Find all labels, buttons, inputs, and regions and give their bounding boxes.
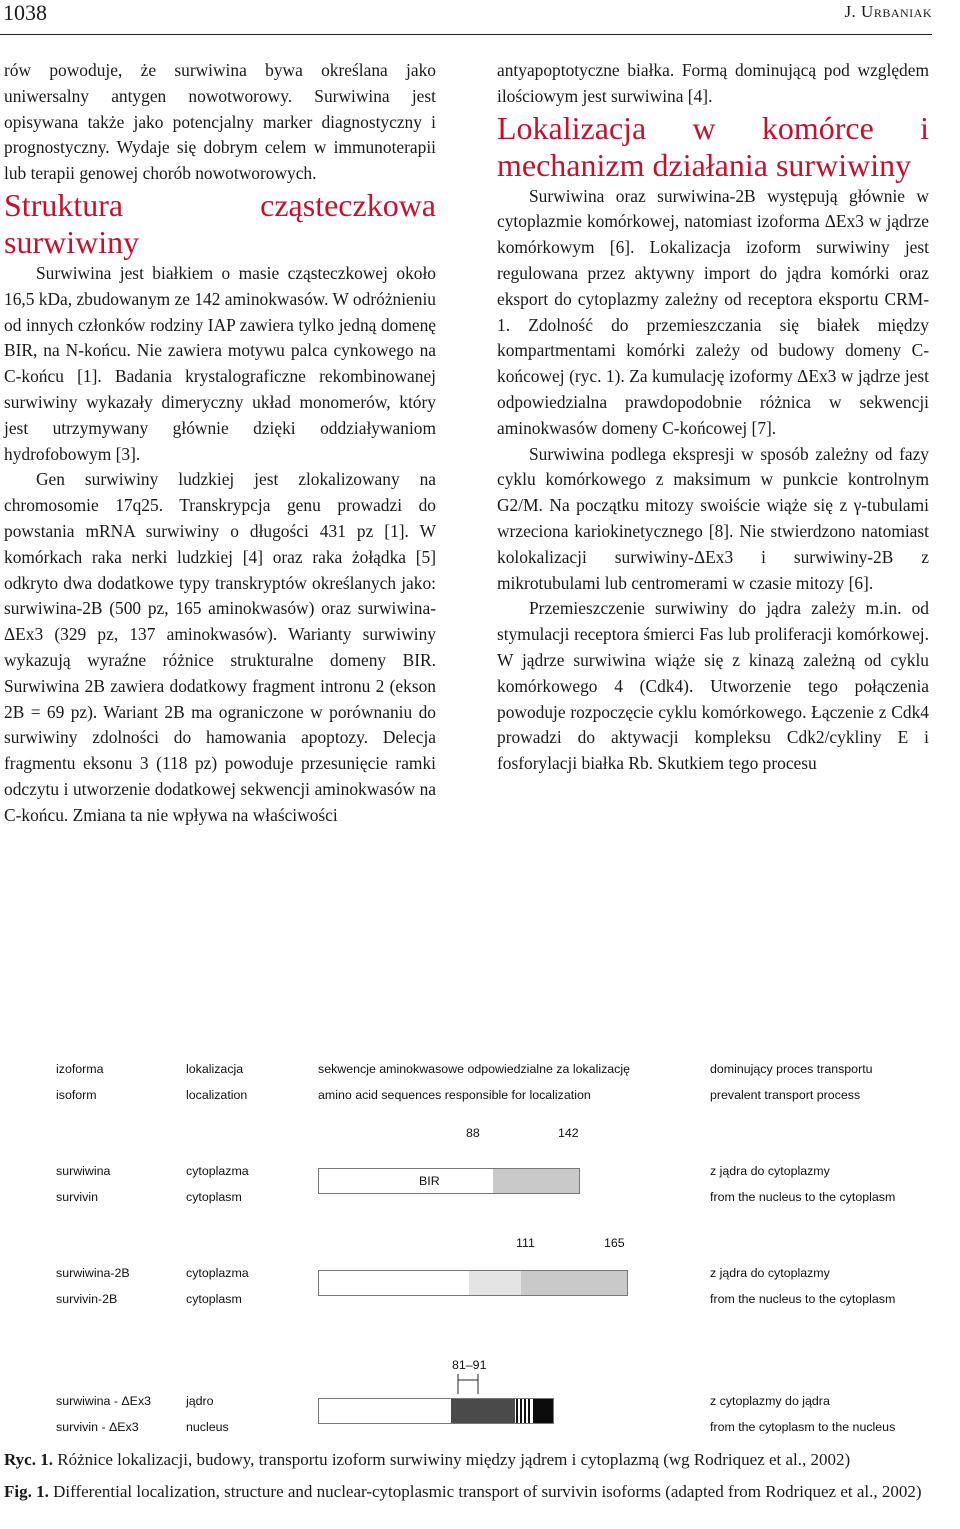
- caption-text-en: Differential localization, structure and nuclear-cytoplasmic transport of survivin isoforms (adapted from Rodriquez et al., 2002): [53, 1482, 922, 1501]
- row3-black-segment: [533, 1399, 553, 1423]
- right-paragraph-4: Przemieszczenie surwiwiny do jądra zależy m.in. od stymulacji receptora śmierci Fas lub proliferacji komórkowej. W jądrze surwiwina wiąże się z kinazą zależną od cyklu komórkowego 4 (Cdk4). Utworzenie tego połączenia powoduje rozpoczęcie cyklu komórkowego. Łączenie z Cdk4 prowadzi do aktywacji kompleksu Cdk2/cykliny E i fosforylacji białka Rb. Skutkiem tego procesu: [497, 598, 929, 774]
- hinge-marker-icon: [456, 1374, 480, 1394]
- left-column: [4, 58, 436, 829]
- left-paragraph-3: Gen surwiwiny ludzkiej jest zlokalizowany na chromosomie 17q25. Transkrypcja genu prowadzi do powstania mRNA surwiwiny o długości 431 pz [1]. W komórkach raka nerki ludzkiej [4] oraz raka żołądka [5] odkryto dwa dodatkowe typy transkryptów określanych jako: surwiwina-2B (500 pz, 165 aminokwasów) oraz surwiwina-ΔEx3 (329 pz, 137 aminokwasów). Warianty surwiwiny wykazują wyraźne różnice strukturalne domeny BIR. Surwiwina 2B zawiera dodatkowy fragment intronu 2 (ekson 2B = 69 pz). Wariant 2B ma ograniczone w porównaniu do surwiwiny zdolności do hamowania apoptozy. Delecja fragmentu eksonu 3 (118 pz) powoduje przesunięcie ramki odczytu i utworzenie dodatkowej sekwencji aminokwasów na C-końcu. Zmiana ta nie wpływa na właściwości: [4, 469, 436, 825]
- header-transport-pl: dominujący proces transportu: [710, 1062, 873, 1076]
- row3-name-pl: surwiwina - ΔEx3: [56, 1394, 152, 1408]
- tick-label-165: 165: [604, 1236, 625, 1250]
- caption-label-en: Fig. 1.: [4, 1482, 49, 1501]
- right-paragraph-3: Surwiwina podlega ekspresji w sposób zależny od fazy cyklu komórkowego z maksimum w punkcie kontrolnym G2/M. Na początku mitozy swoiście wiąże się z γ-tubulami wrzeciona kariokinetycznego [8]. Nie stwierdzono natomiast kolokalizacji surwiwiny-ΔEx3 i surwiwiny-2B z mikrotubulami lub centromerami w czasie mitozy [6].: [497, 443, 929, 593]
- header-rule: [0, 34, 932, 35]
- row2-protein-bar: [318, 1270, 628, 1296]
- section-heading-localization: Lokalizacja w komórce i mechanizm działania surwiwiny: [497, 109, 929, 183]
- tick-label-142: 142: [558, 1126, 579, 1140]
- header-isoform-en: isoform: [56, 1088, 97, 1102]
- tick-label-111: 111: [516, 1236, 535, 1250]
- section-heading-structure: Struktura cząsteczkowa surwiwiny: [4, 186, 436, 260]
- right-paragraph-1: antyapoptotyczne białka. Formą dominującą pod względem ilościowym jest surwiwina [4].: [497, 60, 929, 106]
- figure-caption-pl: [4, 1448, 960, 1471]
- page-number: 1038: [3, 0, 47, 25]
- tick-label-81-91: 81–91: [452, 1358, 487, 1372]
- row3-n-terminal-segment: [319, 1399, 451, 1423]
- bir-domain-label: BIR: [419, 1174, 440, 1188]
- header-localization-pl: lokalizacja: [186, 1062, 244, 1076]
- row1-bir-domain: [319, 1169, 493, 1193]
- row3-loc-pl: jądro: [186, 1394, 214, 1408]
- header-localization-en: localization: [186, 1088, 248, 1102]
- left-paragraph-1: rów powoduje, że surwiwina bywa określana jako uniwersalny antygen nowotworowy. Surwiwina jest opisywana także jako potencjalny marker diagnostyczny i prognostyczny. Wydaje się dobrym celem w immunoterapii lub terapii genowej chorób nowotworowych.: [4, 60, 436, 184]
- row2-name-pl: surwiwina-2B: [56, 1266, 130, 1280]
- row3-name-en: survivin - ΔEx3: [56, 1420, 139, 1434]
- running-head: J. Urbaniak: [844, 2, 932, 21]
- row3-transport-en: from the cytoplasm to the nucleus: [710, 1420, 896, 1434]
- row2-n-terminal-segment: [319, 1271, 469, 1295]
- header-sequences-pl: sekwencje aminokwasowe odpowiedzialne za lokalizację: [318, 1062, 630, 1076]
- row1-c-terminal-segment: [493, 1169, 579, 1193]
- row3-protein-bar: [318, 1398, 554, 1424]
- header-transport-en: prevalent transport process: [710, 1088, 861, 1102]
- row1-name-pl: surwiwina: [56, 1164, 111, 1178]
- header-sequences-en: amino acid sequences responsible for localization: [318, 1088, 591, 1102]
- row3-hatched-segment: [515, 1399, 533, 1423]
- row1-protein-bar: [318, 1168, 580, 1194]
- row1-loc-en: cytoplasm: [186, 1190, 242, 1204]
- row2-name-en: survivin-2B: [56, 1292, 118, 1306]
- row3-transport-pl: z cytoplazmy do jądra: [710, 1394, 830, 1408]
- left-paragraph-2: Surwiwina jest białkiem o masie cząsteczkowej około 16,5 kDa, zbudowanym ze 142 aminokwasów. W odróżnieniu od innych członków rodziny IAP zawiera tylko jedną domenę BIR, na N-końcu. Nie zawiera motywu palca cynkowego na C-końcu [1]. Badania krystalograficzne rekombinowanej surwiwiny wykazały dimeryczny układ monomerów, który jest utrzymywany głównie dzięki oddziaływaniom hydrofobowym [3].: [4, 262, 436, 464]
- right-column: [497, 58, 929, 777]
- row2-exon2b-segment: [469, 1271, 521, 1295]
- caption-label-pl: Ryc. 1.: [4, 1450, 53, 1469]
- row3-loc-en: nucleus: [186, 1420, 229, 1434]
- row2-c-terminal-segment: [521, 1271, 627, 1295]
- row3-dark-segment: [451, 1399, 515, 1423]
- row1-loc-pl: cytoplazma: [186, 1164, 249, 1178]
- row2-loc-en: cytoplasm: [186, 1292, 242, 1306]
- page-header: [0, 0, 960, 38]
- row1-name-en: survivin: [56, 1190, 98, 1204]
- figure-caption-en: [4, 1480, 960, 1503]
- row1-transport-pl: z jądra do cytoplazmy: [710, 1164, 830, 1178]
- figure-survivin-isoforms: [0, 1040, 960, 1510]
- header-isoform-pl: izoforma: [56, 1062, 104, 1076]
- row2-transport-pl: z jądra do cytoplazmy: [710, 1266, 830, 1280]
- row1-transport-en: from the nucleus to the cytoplasm: [710, 1190, 896, 1204]
- row2-loc-pl: cytoplazma: [186, 1266, 249, 1280]
- caption-text-pl: Różnice lokalizacji, budowy, transportu izoform surwiwiny między jądrem i cytoplazmą (wg Rodriquez et al., 2002): [57, 1450, 851, 1469]
- row2-transport-en: from the nucleus to the cytoplasm: [710, 1292, 896, 1306]
- right-paragraph-2: Surwiwina oraz surwiwina-2B występują głównie w cytoplazmie komórkowej, natomiast izoforma ΔEx3 w jądrze komórkowym [6]. Lokalizacja izoform surwiwiny jest regulowana przez aktywny import do jądra komórki oraz eksport do cytoplazmy zależny od receptora eksportu CRM-1. Zdolność do przemieszczania się białek między kompartmentami komórki zależy od budowy domeny C-końcowej (ryc. 1). Za kumulację izoformy ΔEx3 w jądrze jest odpowiedzialna prawdopodobnie różnica w sekwencji aminokwasów domeny C-końcowej [7].: [497, 185, 929, 438]
- tick-label-88: 88: [466, 1126, 480, 1140]
